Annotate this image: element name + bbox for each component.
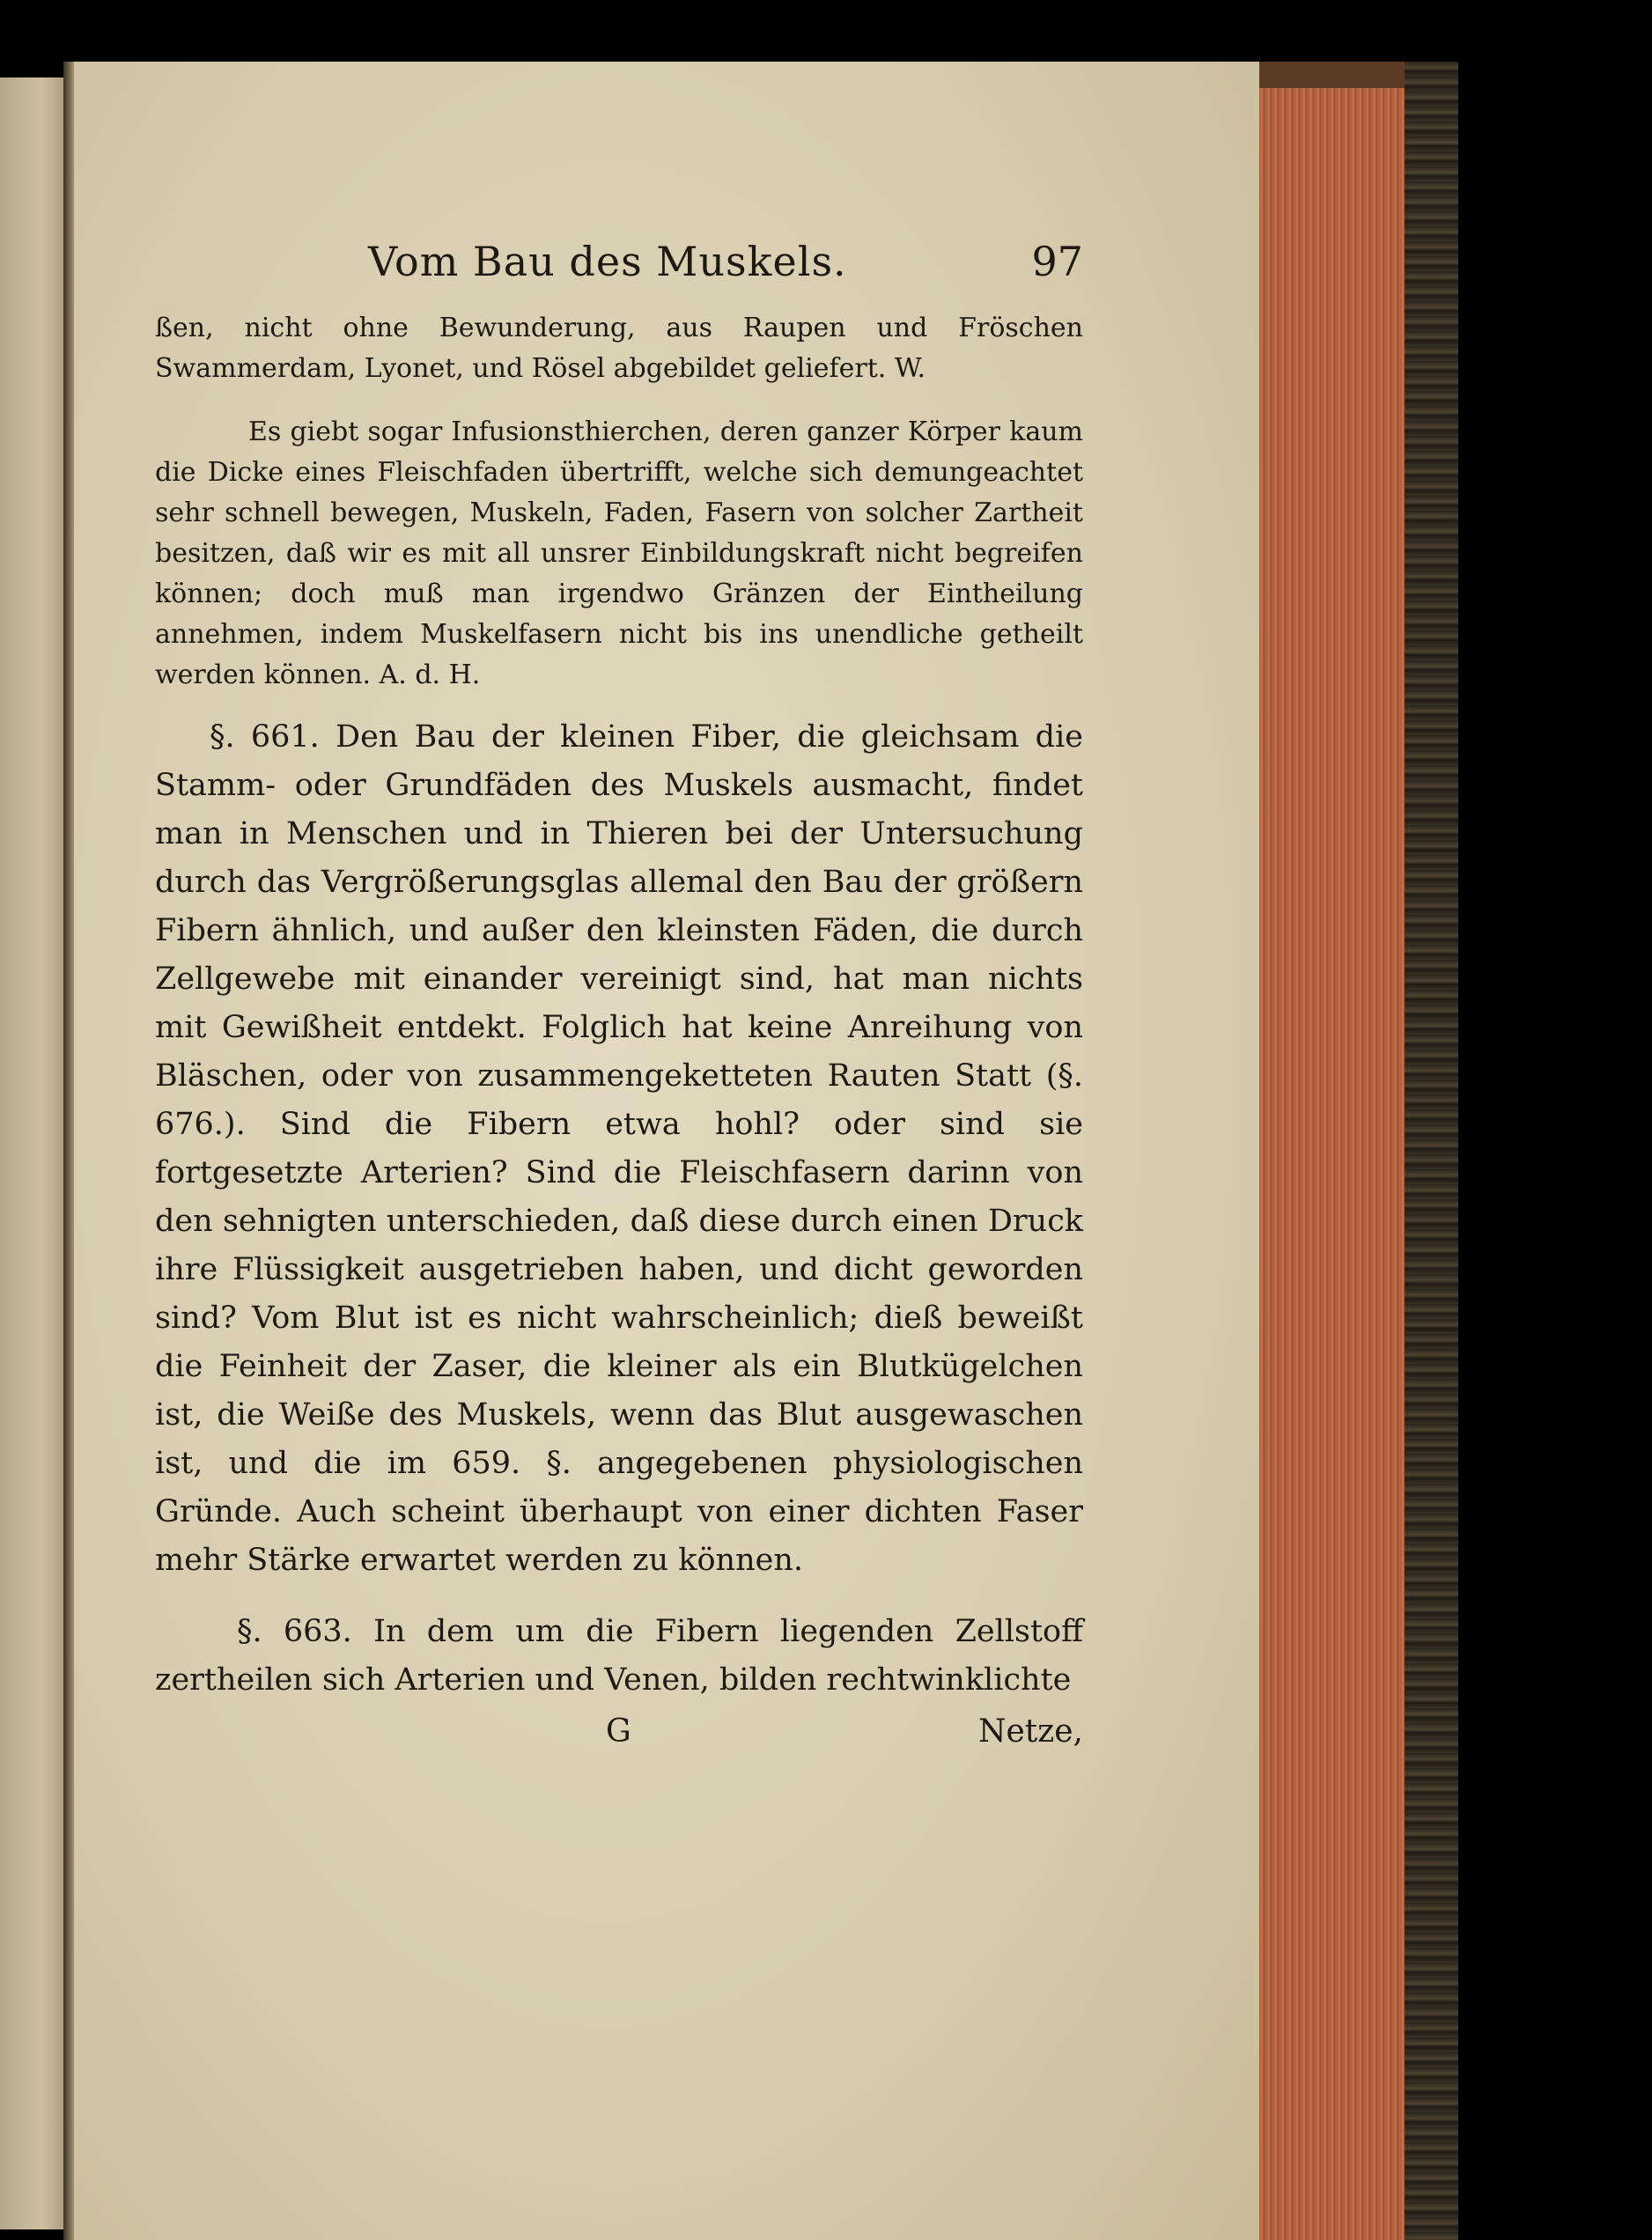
page-number: 97 bbox=[1031, 238, 1083, 285]
facing-page-edge bbox=[0, 77, 69, 2229]
book-cover-board bbox=[1405, 62, 1458, 2240]
signature-mark: G bbox=[606, 1713, 631, 1750]
paragraph-661: §. 661. Den Bau der kleinen Fiber, die gleichsam die Stamm- oder Grundfäden des Muskels ausmacht, findet man in Menschen und in Thieren bei der Untersuchung durch das Vergrößerungsglas allemal den Bau der größern Fibern ähnlich, und außer den kleinsten Fäden, die durch Zellgewebe mit einander vereinigt sind, hat man nichts mit Gewißheit entdekt. Folglich hat keine Anreihung von Bläschen, oder von zusammengeketteten Rauten Statt (§. 676.). Sind die Fibern etwa hohl? oder sind sie fortgesetzte Arterien? Sind die Fleischfasern darinn von den sehnigten unterschieden, daß diese durch einen Druck ihre Flüssigkeit ausgetrieben haben, und dicht geworden sind? Vom Blut ist es nicht wahrscheinlich; dieß beweißt die Feinheit der Zaser, die kleiner als ein Blutkügelchen ist, die Weiße des Muskels, wenn das Blut ausgewaschen ist, und die im 659. §. angegebenen physiologischen Gründe. Auch scheint überhaupt von einer dichten Faser mehr Stärke erwartet werden zu können. bbox=[155, 719, 1083, 1578]
catchword: Netze, bbox=[978, 1713, 1083, 1750]
running-head bbox=[368, 238, 1083, 308]
footnote-continuation: ßen, nicht ohne Bewunderung, aus Raupen und Fröschen Swammerdam, Lyonet, und Rösel abgebildet geliefert. W. bbox=[155, 313, 1083, 384]
page-block-top bbox=[1259, 62, 1405, 88]
scan-background bbox=[1458, 0, 1652, 2240]
page-footer bbox=[155, 1713, 1083, 1766]
page-block-edge bbox=[1259, 62, 1405, 2240]
running-title: Vom Bau des Muskels. bbox=[368, 238, 847, 285]
footnote-paragraph: Es giebt sogar Infusionsthierchen, deren ganzer Körper kaum die Dicke eines Fleischfaden übertrifft, welche sich demungeachtet sehr schnell bewegen, Muskeln, Faden, Fasern von solcher Zartheit besitzen, daß wir es mit all unsrer Einbildungskraft nicht begreifen können; doch muß man irgendwo Gränzen der Eintheilung annehmen, indem Muskelfasern nicht bis ins unendliche getheilt werden können. A. d. H. bbox=[155, 416, 1083, 690]
page-text bbox=[155, 238, 1083, 1766]
paragraph-663: §. 663. In dem um die Fibern liegenden Zellstoff zertheilen sich Arterien und Venen, bilden rechtwinklichte bbox=[155, 1614, 1083, 1698]
